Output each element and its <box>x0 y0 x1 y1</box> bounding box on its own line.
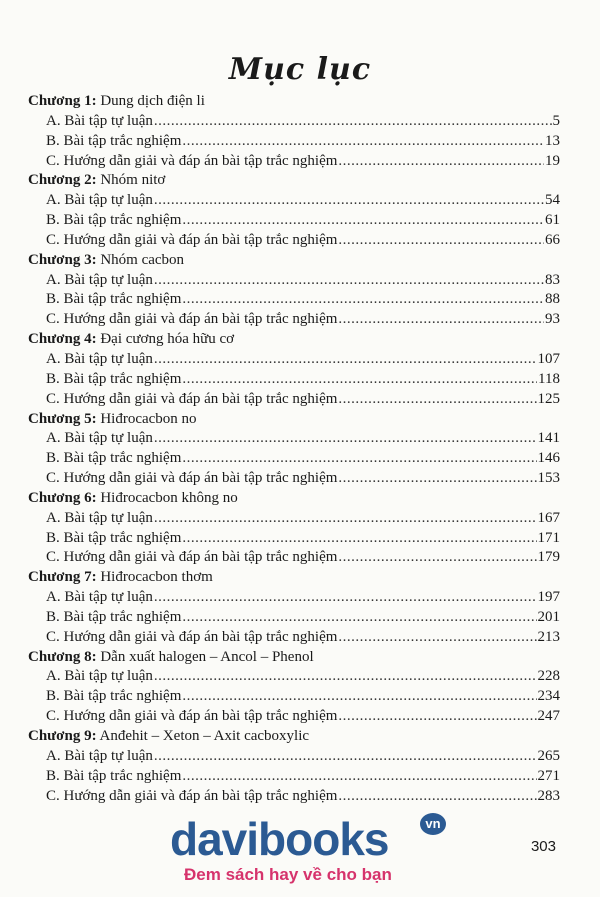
entry-page: 167 <box>537 509 560 526</box>
logo-badge: vn <box>420 813 446 835</box>
chapter-heading <box>28 568 560 588</box>
chapter-prefix: Chương 1: <box>28 93 97 109</box>
entry-page: 125 <box>537 390 560 407</box>
entry-title: B. Bài tập trắc nghiệm <box>46 450 182 467</box>
entry-title: B. Bài tập trắc nghiệm <box>46 370 182 387</box>
entry-page: 171 <box>537 529 560 546</box>
toc-entry <box>28 509 560 529</box>
entry-title: C. Hướng dẫn giải và đáp án bài tập trắc nghiệm <box>46 390 338 407</box>
dot-leader <box>154 667 537 687</box>
toc-entry <box>28 112 560 132</box>
dot-leader <box>182 370 537 390</box>
table-of-contents <box>28 92 560 806</box>
toc-entry <box>28 449 560 469</box>
entry-title: B. Bài tập trắc nghiệm <box>46 608 182 625</box>
dot-leader <box>182 211 544 231</box>
dot-leader <box>182 290 544 310</box>
chapter-7 <box>28 568 560 647</box>
entry-page: 247 <box>537 708 560 725</box>
toc-entry <box>28 529 560 549</box>
chapter-name: Nhóm cacbon <box>100 251 185 268</box>
entry-page: 83 <box>545 271 560 288</box>
toc-entry <box>28 747 560 767</box>
chapter-1 <box>28 92 560 171</box>
entry-page: 201 <box>537 608 560 625</box>
entry-page: 66 <box>545 231 560 248</box>
dot-leader <box>154 588 537 608</box>
dot-leader <box>338 628 536 648</box>
entry-page: 153 <box>537 470 560 487</box>
chapter-heading <box>28 727 560 747</box>
dot-leader <box>338 390 536 410</box>
chapter-prefix: Chương 9: <box>28 728 97 744</box>
entry-title: B. Bài tập trắc nghiệm <box>46 767 182 784</box>
entry-page: 5 <box>552 112 560 129</box>
chapter-name: Hiđrocacbon no <box>100 410 197 427</box>
toc-entry <box>28 370 560 390</box>
logo-text: davibooks <box>170 813 389 865</box>
dot-leader <box>154 112 552 132</box>
chapter-heading <box>28 648 560 668</box>
toc-entry <box>28 290 560 310</box>
entry-title: A. Bài tập tự luận <box>46 271 153 288</box>
entry-title: A. Bài tập tự luận <box>46 509 153 526</box>
entry-title: C. Hướng dẫn giải và đáp án bài tập trắc nghiệm <box>46 152 338 169</box>
davibooks-watermark <box>170 815 450 890</box>
toc-entry <box>28 608 560 628</box>
entry-title: C. Hướng dẫn giải và đáp án bài tập trắc nghiệm <box>46 470 338 487</box>
entry-title: B. Bài tập trắc nghiệm <box>46 212 182 229</box>
dot-leader <box>338 787 536 807</box>
entry-title: C. Hướng dẫn giải và đáp án bài tập trắc nghiệm <box>46 708 338 725</box>
entry-page: 107 <box>537 350 560 367</box>
chapter-5 <box>28 410 560 489</box>
brand-tagline: Đem sách hay về cho bạn <box>184 865 392 884</box>
chapter-name: Đại cương hóa hữu cơ <box>100 331 235 348</box>
chapter-prefix: Chương 3: <box>28 251 97 268</box>
chapter-4 <box>28 330 560 409</box>
entry-title: C. Hướng dẫn giải và đáp án bài tập trắc nghiệm <box>46 231 338 248</box>
toc-entry <box>28 667 560 687</box>
entry-page: 88 <box>545 291 560 308</box>
entry-title: B. Bài tập trắc nghiệm <box>46 688 182 705</box>
chapter-name: Nhóm nitơ <box>100 172 166 189</box>
dot-leader <box>182 687 536 707</box>
dot-leader <box>154 509 537 529</box>
dot-leader <box>154 191 544 211</box>
dot-leader <box>154 429 537 449</box>
chapter-heading <box>28 171 560 191</box>
chapter-3 <box>28 251 560 330</box>
entry-title: A. Bài tập tự luận <box>46 668 153 685</box>
toc-entry <box>28 588 560 608</box>
toc-entry <box>28 132 560 152</box>
entry-page: 228 <box>537 668 560 685</box>
chapter-heading <box>28 489 560 509</box>
entry-title: C. Hướng dẫn giải và đáp án bài tập trắc nghiệm <box>46 311 338 328</box>
dot-leader <box>182 449 536 469</box>
dot-leader <box>338 548 536 568</box>
entry-title: A. Bài tập tự luận <box>46 192 153 209</box>
toc-entry <box>28 191 560 211</box>
chapter-6 <box>28 489 560 568</box>
chapter-prefix: Chương 5: <box>28 410 97 427</box>
entry-page: 179 <box>537 549 560 566</box>
chapter-name: Anđehit – Xeton – Axit cacboxylic <box>99 728 310 744</box>
entry-page: 61 <box>545 212 560 229</box>
chapter-heading <box>28 92 560 112</box>
toc-entry <box>28 231 560 251</box>
chapter-prefix: Chương 8: <box>28 648 97 665</box>
toc-entry <box>28 429 560 449</box>
toc-entry <box>28 469 560 489</box>
entry-title: A. Bài tập tự luận <box>46 112 153 129</box>
toc-entry <box>28 548 560 568</box>
entry-title: C. Hướng dẫn giải và đáp án bài tập trắc nghiệm <box>46 549 338 566</box>
entry-page: 197 <box>537 589 560 606</box>
entry-title: C. Hướng dẫn giải và đáp án bài tập trắc nghiệm <box>46 787 338 804</box>
dot-leader <box>182 767 536 787</box>
dot-leader <box>338 310 544 330</box>
chapter-name: Hiđrocacbon thơm <box>100 569 213 586</box>
entry-title: A. Bài tập tự luận <box>46 589 153 606</box>
entry-page: 265 <box>537 747 560 764</box>
toc-entry <box>28 350 560 370</box>
dot-leader <box>154 350 537 370</box>
entry-title: A. Bài tập tự luận <box>46 747 153 764</box>
chapter-prefix: Chương 4: <box>28 331 97 348</box>
chapter-heading <box>28 251 560 271</box>
chapter-name: Dẫn xuất halogen – Ancol – Phenol <box>100 648 314 665</box>
dot-leader <box>338 707 536 727</box>
entry-title: B. Bài tập trắc nghiệm <box>46 291 182 308</box>
chapter-9 <box>28 727 560 806</box>
davibooks-logo <box>170 815 450 863</box>
entry-page: 19 <box>545 152 560 169</box>
entry-page: 146 <box>537 450 560 467</box>
dot-leader <box>154 747 537 767</box>
chapter-prefix: Chương 7: <box>28 569 97 586</box>
toc-entry <box>28 707 560 727</box>
chapter-heading <box>28 330 560 350</box>
entry-page: 54 <box>545 192 560 209</box>
chapter-name: Dung dịch điện li <box>100 93 205 109</box>
entry-title: B. Bài tập trắc nghiệm <box>46 529 182 546</box>
dot-leader <box>338 152 544 172</box>
chapter-8 <box>28 648 560 727</box>
entry-page: 271 <box>537 767 560 784</box>
chapter-heading <box>28 410 560 430</box>
entry-page: 141 <box>537 430 560 447</box>
toc-entry <box>28 628 560 648</box>
toc-entry <box>28 211 560 231</box>
entry-page: 93 <box>545 311 560 328</box>
toc-entry <box>28 310 560 330</box>
entry-page: 13 <box>545 132 560 149</box>
toc-entry <box>28 390 560 410</box>
entry-page: 234 <box>537 688 560 705</box>
entry-page: 118 <box>538 370 560 387</box>
dot-leader <box>182 529 536 549</box>
entry-title: A. Bài tập tự luận <box>46 430 153 447</box>
toc-entry <box>28 787 560 807</box>
chapter-name: Hiđrocacbon không no <box>100 489 238 506</box>
dot-leader <box>338 231 544 251</box>
dot-leader <box>182 608 536 628</box>
toc-entry <box>28 152 560 172</box>
toc-entry <box>28 767 560 787</box>
toc-entry <box>28 687 560 707</box>
chapter-2 <box>28 171 560 250</box>
chapter-prefix: Chương 6: <box>28 489 97 506</box>
chapter-prefix: Chương 2: <box>28 172 97 189</box>
entry-page: 283 <box>537 787 560 804</box>
entry-title: B. Bài tập trắc nghiệm <box>46 132 182 149</box>
dot-leader <box>182 132 544 152</box>
entry-page: 213 <box>537 628 560 645</box>
entry-title: A. Bài tập tự luận <box>46 350 153 367</box>
dot-leader <box>338 469 536 489</box>
page-number: 303 <box>530 838 556 855</box>
toc-entry <box>28 271 560 291</box>
dot-leader <box>154 271 544 291</box>
page-title: Mục lục <box>228 52 372 87</box>
entry-title: C. Hướng dẫn giải và đáp án bài tập trắc nghiệm <box>46 628 338 645</box>
